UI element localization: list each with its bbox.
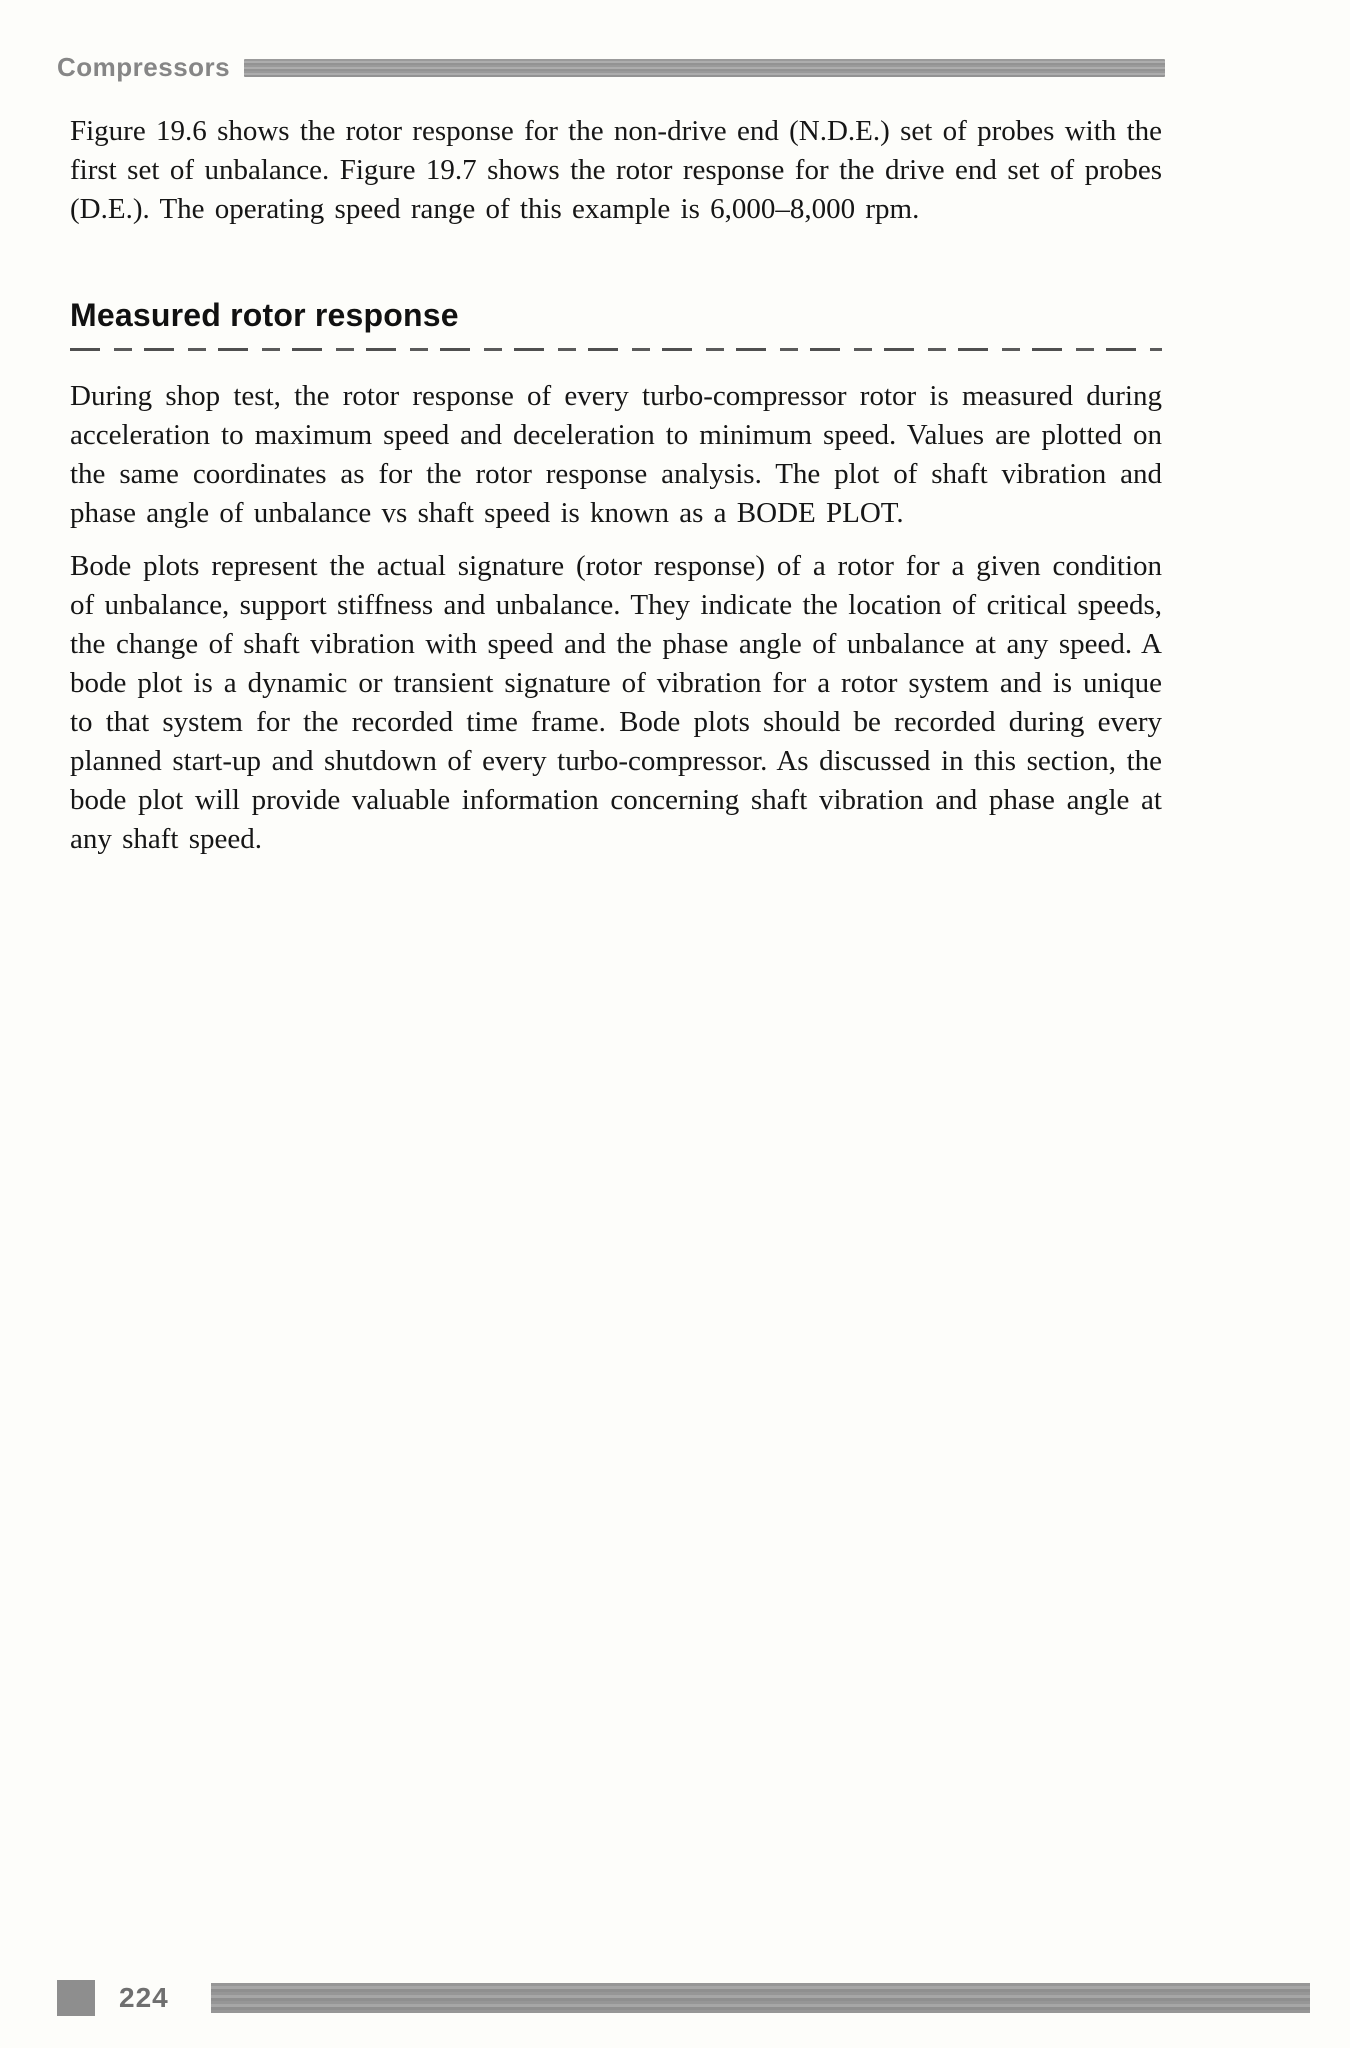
section-paragraph: During shop test, the rotor response of every turbo-compressor rotor is measured during acceleration to maximum speed and deceleration to minimum speed. Values are plotted on the same coordinates as for the rotor response analysis. The plot of shaft vibration and phase angle of unbalance vs shaft speed is known as a BODE PLOT. bbox=[70, 380, 1162, 529]
page-content bbox=[70, 112, 1162, 859]
page-footer bbox=[57, 1980, 1310, 2016]
footer-rule bbox=[211, 1983, 1310, 2013]
footer-ornament bbox=[57, 1980, 95, 2016]
section-rule bbox=[70, 348, 1162, 351]
intro-paragraph: Figure 19.6 shows the rotor response for the non-drive end (N.D.E.) set of probes with the first set of unbalance. Figure 19.7 shows the rotor response for the drive end set of probes (D.E.). The operating speed range of this example is 6,000–8,000 rpm. bbox=[70, 115, 1162, 225]
section-paragraph: Bode plots represent the actual signature (rotor response) of a rotor for a given condition of unbalance, support stiffness and unbalance. They indicate the location of critical speeds, the change of shaft vibration with speed and the phase angle of unbalance at any speed. A bode plot is a dynamic or transient signature of vibration for a rotor system and is unique to that system for the recorded time frame. Bode plots should be recorded during every planned start-up and shutdown of every turbo-compressor. As discussed in this section, the bode plot will provide valuable information concerning shaft vibration and phase angle at any shaft speed. bbox=[70, 550, 1162, 855]
page-number: 224 bbox=[119, 1982, 169, 2013]
section-heading: Measured rotor response bbox=[70, 297, 459, 333]
running-header bbox=[57, 52, 1165, 83]
header-rule bbox=[244, 59, 1165, 77]
running-header-title: Compressors bbox=[57, 52, 231, 82]
